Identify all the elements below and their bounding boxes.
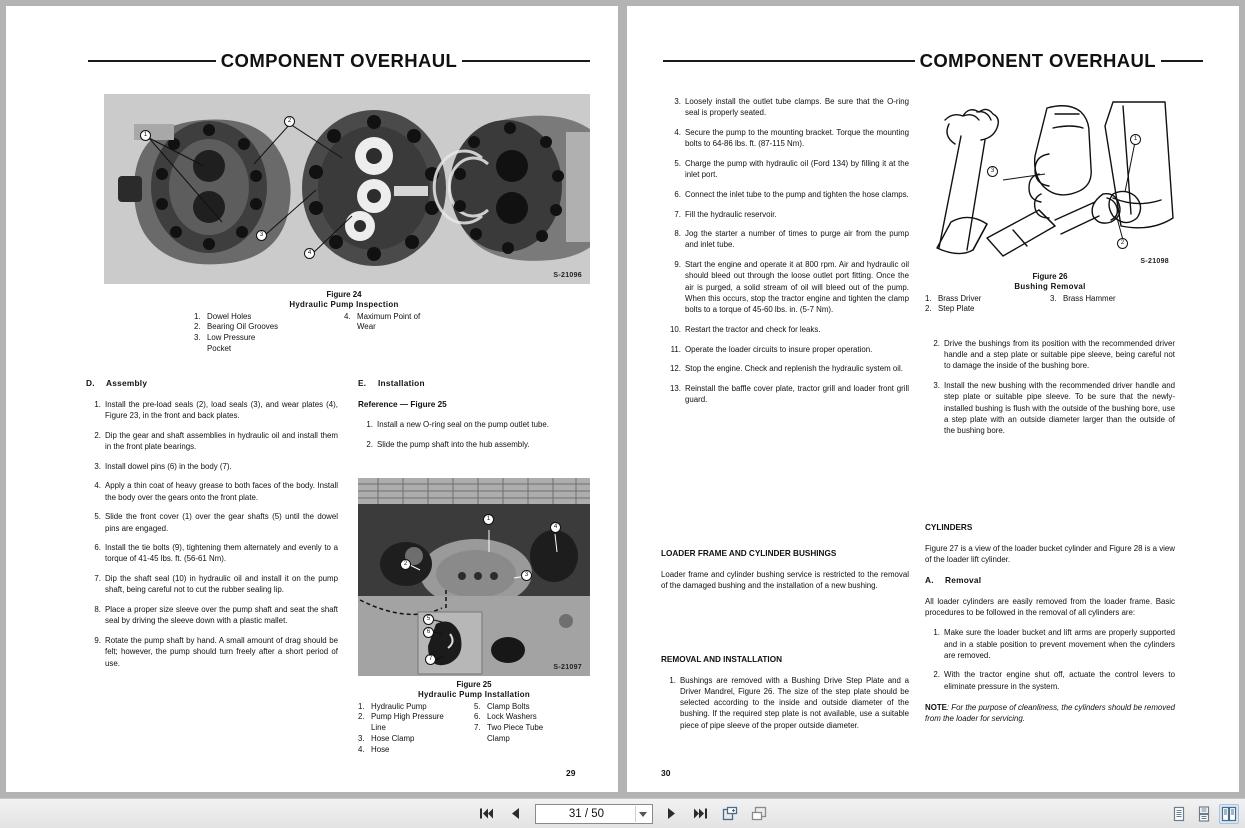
figure-25-callout-6: 6 bbox=[423, 627, 434, 638]
list-item bbox=[86, 542, 338, 564]
legend-value: Dowel Holes bbox=[207, 311, 252, 321]
section-removal-installation bbox=[661, 654, 909, 739]
list-item bbox=[661, 209, 909, 220]
list-item bbox=[358, 419, 590, 430]
legend-value: Line bbox=[371, 723, 386, 733]
step-text: Reinstall the baffle cover plate, tractor grill and loader front grill guard. bbox=[685, 383, 909, 405]
step-number: 13. bbox=[670, 383, 681, 393]
view-facing-pages-button[interactable] bbox=[1219, 804, 1239, 824]
figure-25-callout-2: 2 bbox=[400, 559, 411, 570]
legend-number: 2. bbox=[194, 322, 201, 332]
legend-value: Brass Driver bbox=[938, 293, 982, 303]
cylinders-note bbox=[925, 702, 1175, 724]
step-text: Stop the engine. Check and replenish the hydraulic system oil. bbox=[685, 364, 903, 374]
figure-25-source-number: S-21097 bbox=[553, 664, 582, 671]
list-item bbox=[661, 383, 909, 405]
legend-value: Clamp Bolts bbox=[487, 701, 530, 711]
figure-24-callout-4: 4 bbox=[304, 248, 315, 259]
cylinders-note-text: : For the purpose of cleanliness, the cylinders should be removed from the loader for servicing. bbox=[925, 702, 1175, 724]
view-single-page-button[interactable] bbox=[1169, 804, 1189, 824]
installation-heading bbox=[358, 378, 590, 390]
step-number: 1. bbox=[933, 628, 940, 638]
list-item bbox=[661, 259, 909, 315]
next-page-button[interactable] bbox=[662, 804, 682, 824]
list-item bbox=[925, 338, 1175, 372]
installation-reference: Reference — Figure 25 bbox=[358, 399, 447, 409]
step-text: Install a new O-ring seal on the pump outlet tube. bbox=[377, 420, 549, 430]
step-number: 4. bbox=[674, 127, 681, 137]
cylinders-intro: All loader cylinders are easily removed from the loader frame. Basic procedures to be followed in the removal of all cylinders are: bbox=[925, 596, 1175, 618]
legend-value: Pocket bbox=[207, 343, 232, 353]
page-number-right: 30 bbox=[661, 768, 671, 778]
figure-25-caption-line2: Hydraulic Pump Installation bbox=[417, 690, 530, 700]
figure-24-caption bbox=[194, 290, 494, 355]
section-loader-frame-bushings bbox=[661, 548, 909, 600]
step-number: 3. bbox=[674, 97, 681, 106]
list-item bbox=[661, 96, 909, 118]
step-number: 9. bbox=[674, 260, 681, 270]
step-text: Drive the bushings from its position with the recommended driver handle and a step plate or suitable pipe sleeve, being careful not to damage the inside of the bushing bore. bbox=[944, 339, 1175, 371]
legend-number bbox=[474, 734, 487, 745]
step-number: 12. bbox=[670, 364, 681, 374]
list-item bbox=[86, 399, 338, 421]
step-text: Install the pre-load seals (2), load seals (3), and wear plates (4), Figure 23, in the front and back plates. bbox=[105, 399, 338, 420]
bushing-step-list bbox=[925, 338, 1175, 436]
list-item bbox=[925, 669, 1175, 691]
legend-number: 6. bbox=[474, 712, 481, 722]
legend-value: Wear bbox=[357, 322, 376, 332]
list-item bbox=[86, 461, 338, 472]
step-text: Charge the pump with hydraulic oil (Ford 134) by filling it at the inlet port. bbox=[685, 158, 909, 180]
list-item bbox=[661, 363, 909, 374]
document-page-left[interactable] bbox=[6, 6, 618, 792]
fit-page-icon bbox=[722, 806, 738, 821]
step-number: 10. bbox=[670, 324, 681, 334]
step-number: 1. bbox=[366, 420, 373, 430]
legend-value: Hose Clamp bbox=[371, 733, 415, 743]
figure-26-legend-left bbox=[925, 294, 1050, 316]
section-cylinders bbox=[925, 522, 1175, 724]
step-text: Install the new bushing with the recommended driver handle and step plate or suitable pipe sleeve. To be sure that the newly-installed bushing is flush with the outside of the bushing bore, use a step plate with an outside diameter larger than the outside of the bushing bore. bbox=[944, 381, 1175, 436]
installation-step-list bbox=[358, 419, 590, 450]
cylinders-step-list bbox=[925, 627, 1175, 692]
figure-24-source-number: S-21096 bbox=[553, 272, 582, 279]
list-item bbox=[661, 344, 909, 355]
step-text: Slide the pump shaft into the hub assembly. bbox=[377, 440, 530, 450]
list-item bbox=[925, 627, 1175, 661]
step-number: 7. bbox=[674, 209, 681, 219]
page-title: COMPONENT OVERHAUL bbox=[919, 50, 1156, 71]
list-item bbox=[661, 158, 909, 180]
list-item bbox=[661, 228, 909, 250]
single-page-view-icon bbox=[1172, 806, 1186, 822]
legend-value: Two Piece Tube bbox=[487, 723, 544, 733]
figure-26-caption bbox=[925, 272, 1175, 315]
list-item bbox=[86, 480, 338, 502]
installation-continued-step-list bbox=[661, 96, 909, 405]
step-number: 9. bbox=[94, 636, 101, 646]
step-text: Slide the front cover (1) over the gear shafts (5) until the dowel pins are engaged. bbox=[105, 512, 338, 533]
chevron-down-icon bbox=[639, 812, 647, 817]
figure-24-callout-1: 1 bbox=[140, 130, 151, 141]
figure-26-caption-line1: Figure 26 bbox=[1032, 272, 1068, 281]
figure-26-callout-1: 1 bbox=[1130, 134, 1141, 145]
section-installation-continued bbox=[661, 96, 909, 414]
figure-25-caption bbox=[358, 680, 590, 755]
list-item bbox=[661, 189, 909, 200]
page-number-left: 29 bbox=[566, 768, 576, 778]
step-text: Install dowel pins (6) in the body (7). bbox=[105, 461, 232, 471]
legend-number bbox=[358, 723, 371, 734]
legend-value: Bearing Oil Grooves bbox=[207, 322, 279, 332]
step-text: Jog the starter a number of times to purge air from the pump and inlet tube. bbox=[685, 229, 909, 250]
removal-installation-step-list bbox=[661, 675, 909, 731]
step-text: Dip the gear and shaft assemblies in hydraulic oil and install them in the front plate bearings. bbox=[105, 430, 338, 451]
step-number: 3. bbox=[933, 381, 940, 391]
section-assembly bbox=[86, 378, 338, 677]
step-number: 3. bbox=[94, 461, 101, 471]
legend-value: Step Plate bbox=[938, 304, 975, 314]
step-text: With the tractor engine shut off, actuate the control levers to eliminate pressure in the system. bbox=[944, 670, 1175, 691]
list-item bbox=[358, 439, 590, 450]
step-number: 2. bbox=[366, 440, 373, 450]
figure-25-callout-5: 5 bbox=[423, 614, 434, 625]
legend-number: 2. bbox=[925, 304, 932, 314]
step-text: Fill the hydraulic reservoir. bbox=[685, 209, 777, 219]
fit-width-button[interactable] bbox=[749, 804, 769, 824]
step-text: Operate the loader circuits to insure proper operation. bbox=[685, 344, 873, 354]
list-item bbox=[661, 324, 909, 335]
figure-24-callout-2: 2 bbox=[284, 116, 295, 127]
cylinders-heading: CYLINDERS bbox=[925, 523, 973, 532]
step-text: Dip the shaft seal (10) in hydraulic oil and install it on the pump shaft, being careful not to cut the rubber sealing lip. bbox=[105, 574, 338, 595]
figure-24-caption-line2: Hydraulic Pump Inspection bbox=[289, 300, 399, 310]
last-page-icon bbox=[693, 807, 708, 820]
legend-value: Clamp bbox=[487, 733, 510, 743]
legend-number bbox=[344, 322, 357, 333]
figure-26-callout-3: 3 bbox=[987, 166, 998, 177]
step-number: 11. bbox=[670, 344, 681, 354]
legend-value: Low Pressure bbox=[207, 333, 256, 343]
list-item bbox=[86, 604, 338, 626]
step-number: 8. bbox=[674, 229, 681, 239]
list-item bbox=[86, 430, 338, 452]
list-item bbox=[661, 127, 909, 149]
continuous-page-view-icon bbox=[1197, 806, 1211, 822]
cylinders-body: Figure 27 is a view of the loader bucket cylinder and Figure 28 is a view of the loader lift cylinder. bbox=[925, 543, 1175, 564]
legend-value: Hydraulic Pump bbox=[371, 701, 427, 711]
page-select-divider bbox=[635, 806, 636, 822]
step-text: Rotate the pump shaft by hand. A small amount of drag should be felt; however, the pump should turn freely after a short period of use. bbox=[105, 636, 338, 668]
cylinders-removal-heading-text: Removal bbox=[945, 575, 982, 586]
page-title: COMPONENT OVERHAUL bbox=[220, 50, 458, 71]
legend-number: 1. bbox=[194, 311, 201, 321]
step-text: Bushings are removed with a Bushing Drive Step Plate and a Driver Mandrel, Figure 26. The size of the step plate should be selected according to the inside and outside diameter of the bushing. If the required step plate is not available, use a suitable piece of pipe sleeve of the proper outside diameter. bbox=[680, 675, 909, 730]
chevron-left-icon bbox=[510, 807, 521, 820]
step-number: 4. bbox=[94, 481, 101, 491]
step-text: Secure the pump to the mounting bracket. Torque the mounting bolts to 64-86 lbs. ft. (87-115 Nm). bbox=[685, 127, 909, 149]
figure-26-source-number: S-21098 bbox=[1140, 258, 1169, 265]
page-header-left bbox=[88, 52, 590, 71]
legend-value: Lock Washers bbox=[487, 712, 537, 722]
step-text: Place a proper size sleeve over the pump shaft and seat the shaft seal by driving the sleeve down with a plastic mallet. bbox=[105, 605, 338, 626]
header-rule-right bbox=[1161, 60, 1203, 62]
chevron-right-icon bbox=[666, 807, 677, 820]
step-text: Restart the tractor and check for leaks. bbox=[685, 324, 821, 334]
fit-page-button[interactable] bbox=[720, 804, 740, 824]
fit-width-icon bbox=[751, 806, 767, 821]
step-number: 5. bbox=[674, 158, 681, 168]
step-number: 6. bbox=[674, 189, 681, 199]
cylinders-note-label: NOTE bbox=[925, 702, 947, 712]
loader-frame-body: Loader frame and cylinder bushing service is restricted to the removal of the damaged bushing and the installation of a new bushing. bbox=[661, 569, 909, 590]
cylinders-removal-heading bbox=[925, 575, 1175, 587]
installation-letter: E. bbox=[358, 378, 367, 388]
assembly-heading bbox=[86, 378, 338, 390]
legend-value: Brass Hammer bbox=[1063, 293, 1116, 303]
legend-number: 3. bbox=[1050, 293, 1057, 303]
removal-installation-heading: REMOVAL AND INSTALLATION bbox=[661, 655, 782, 664]
step-number: 6. bbox=[94, 543, 101, 553]
assembly-letter: D. bbox=[86, 378, 95, 388]
legend-number: 7. bbox=[474, 723, 481, 733]
figure-25-callout-3: 3 bbox=[521, 570, 532, 581]
legend-number: 5. bbox=[474, 701, 481, 711]
last-page-button[interactable] bbox=[691, 804, 711, 824]
header-rule-left bbox=[88, 60, 216, 62]
step-number: 2. bbox=[94, 430, 101, 440]
list-item bbox=[86, 635, 338, 669]
cylinders-removal-letter: A. bbox=[925, 575, 934, 586]
step-text: Apply a thin coat of heavy grease to both faces of the body. Install the body over the gears onto the front plate. bbox=[105, 481, 338, 502]
legend-number: 1. bbox=[925, 293, 932, 303]
page-header-right bbox=[663, 52, 1203, 71]
section-bushing-steps bbox=[925, 338, 1175, 445]
list-item bbox=[86, 573, 338, 595]
legend-number bbox=[194, 344, 207, 355]
figure-25-legend-left bbox=[358, 702, 474, 756]
step-number: 7. bbox=[94, 574, 101, 584]
figure-25-callout-4: 4 bbox=[550, 522, 561, 533]
figure-24-callout-3: 3 bbox=[256, 230, 267, 241]
pdf-toolbar[interactable] bbox=[0, 798, 1245, 828]
figure-24-image bbox=[104, 94, 590, 284]
step-text: Loosely install the outlet tube clamps. Be sure that the O-ring seal is properly seated. bbox=[685, 97, 909, 118]
first-page-icon bbox=[479, 807, 494, 820]
figure-26-legend-right bbox=[1050, 294, 1175, 316]
figure-24-legend-left bbox=[194, 312, 344, 355]
view-continuous-button[interactable] bbox=[1194, 804, 1214, 824]
list-item bbox=[86, 511, 338, 533]
step-number: 5. bbox=[94, 512, 101, 522]
figure-26-callout-2: 2 bbox=[1117, 238, 1128, 249]
figure-26-caption-line2: Bushing Removal bbox=[1014, 282, 1086, 292]
facing-pages-view-icon bbox=[1221, 806, 1237, 822]
figure-25-legend-right bbox=[474, 702, 590, 756]
step-number: 1. bbox=[669, 675, 676, 685]
previous-page-button[interactable] bbox=[506, 804, 526, 824]
list-item bbox=[661, 675, 909, 731]
installation-heading-text: Installation bbox=[378, 378, 425, 388]
figure-24-legend-right bbox=[344, 312, 494, 355]
page-number-value: 31 / 50 bbox=[568, 807, 605, 820]
step-number: 1. bbox=[94, 399, 101, 409]
header-rule-right bbox=[462, 60, 590, 62]
legend-value: Maximum Point of bbox=[357, 311, 421, 321]
assembly-heading-text: Assembly bbox=[106, 378, 148, 388]
figure-24-caption-line1: Figure 24 bbox=[326, 290, 362, 299]
assembly-step-list bbox=[86, 399, 338, 669]
step-number: 2. bbox=[933, 670, 940, 680]
step-number: 2. bbox=[933, 339, 940, 348]
figure-26-image bbox=[927, 98, 1177, 270]
legend-number: 2. bbox=[358, 712, 365, 722]
figure-25-caption-line1: Figure 25 bbox=[456, 680, 492, 689]
list-item bbox=[925, 380, 1175, 436]
page-number-select[interactable] bbox=[535, 804, 653, 824]
step-text: Connect the inlet tube to the pump and tighten the hose clamps. bbox=[685, 189, 909, 199]
legend-value: Hose bbox=[371, 744, 390, 754]
loader-frame-heading: LOADER FRAME AND CYLINDER BUSHINGS bbox=[661, 549, 837, 558]
first-page-button[interactable] bbox=[477, 804, 497, 824]
legend-number: 4. bbox=[344, 311, 351, 321]
figure-25-callout-1: 1 bbox=[483, 514, 494, 525]
legend-number: 3. bbox=[194, 333, 201, 343]
legend-value: Pump High Pressure bbox=[371, 712, 444, 722]
legend-number: 4. bbox=[358, 744, 365, 754]
step-text: Start the engine and operate it at 800 rpm. Air and hydraulic oil should bleed out through the loose outlet port fitting. Once the air is purged, a solid stream of oil will bleed out of the pump. When this occurs, stop the tractor engine and tighten the clamp bolts to a torque of 45-60 lbs. in. (5-7 Nm). bbox=[685, 260, 909, 315]
legend-number: 1. bbox=[358, 701, 365, 711]
figure-25-callout-7: 7 bbox=[425, 654, 436, 665]
document-page-right[interactable] bbox=[627, 6, 1239, 792]
header-rule-left bbox=[663, 60, 915, 62]
figure-25-image bbox=[358, 478, 590, 676]
section-installation bbox=[358, 378, 590, 459]
step-text: Make sure the loader bucket and lift arms are properly supported and in a stable position to prevent movement when the cylinders are removed. bbox=[944, 628, 1175, 660]
step-number: 8. bbox=[94, 605, 101, 615]
step-text: Install the tie bolts (9), tightening them alternately and evenly to a torque of 41-45 lbs. ft. (56-61 Nm). bbox=[105, 543, 338, 564]
legend-number: 3. bbox=[358, 733, 365, 743]
